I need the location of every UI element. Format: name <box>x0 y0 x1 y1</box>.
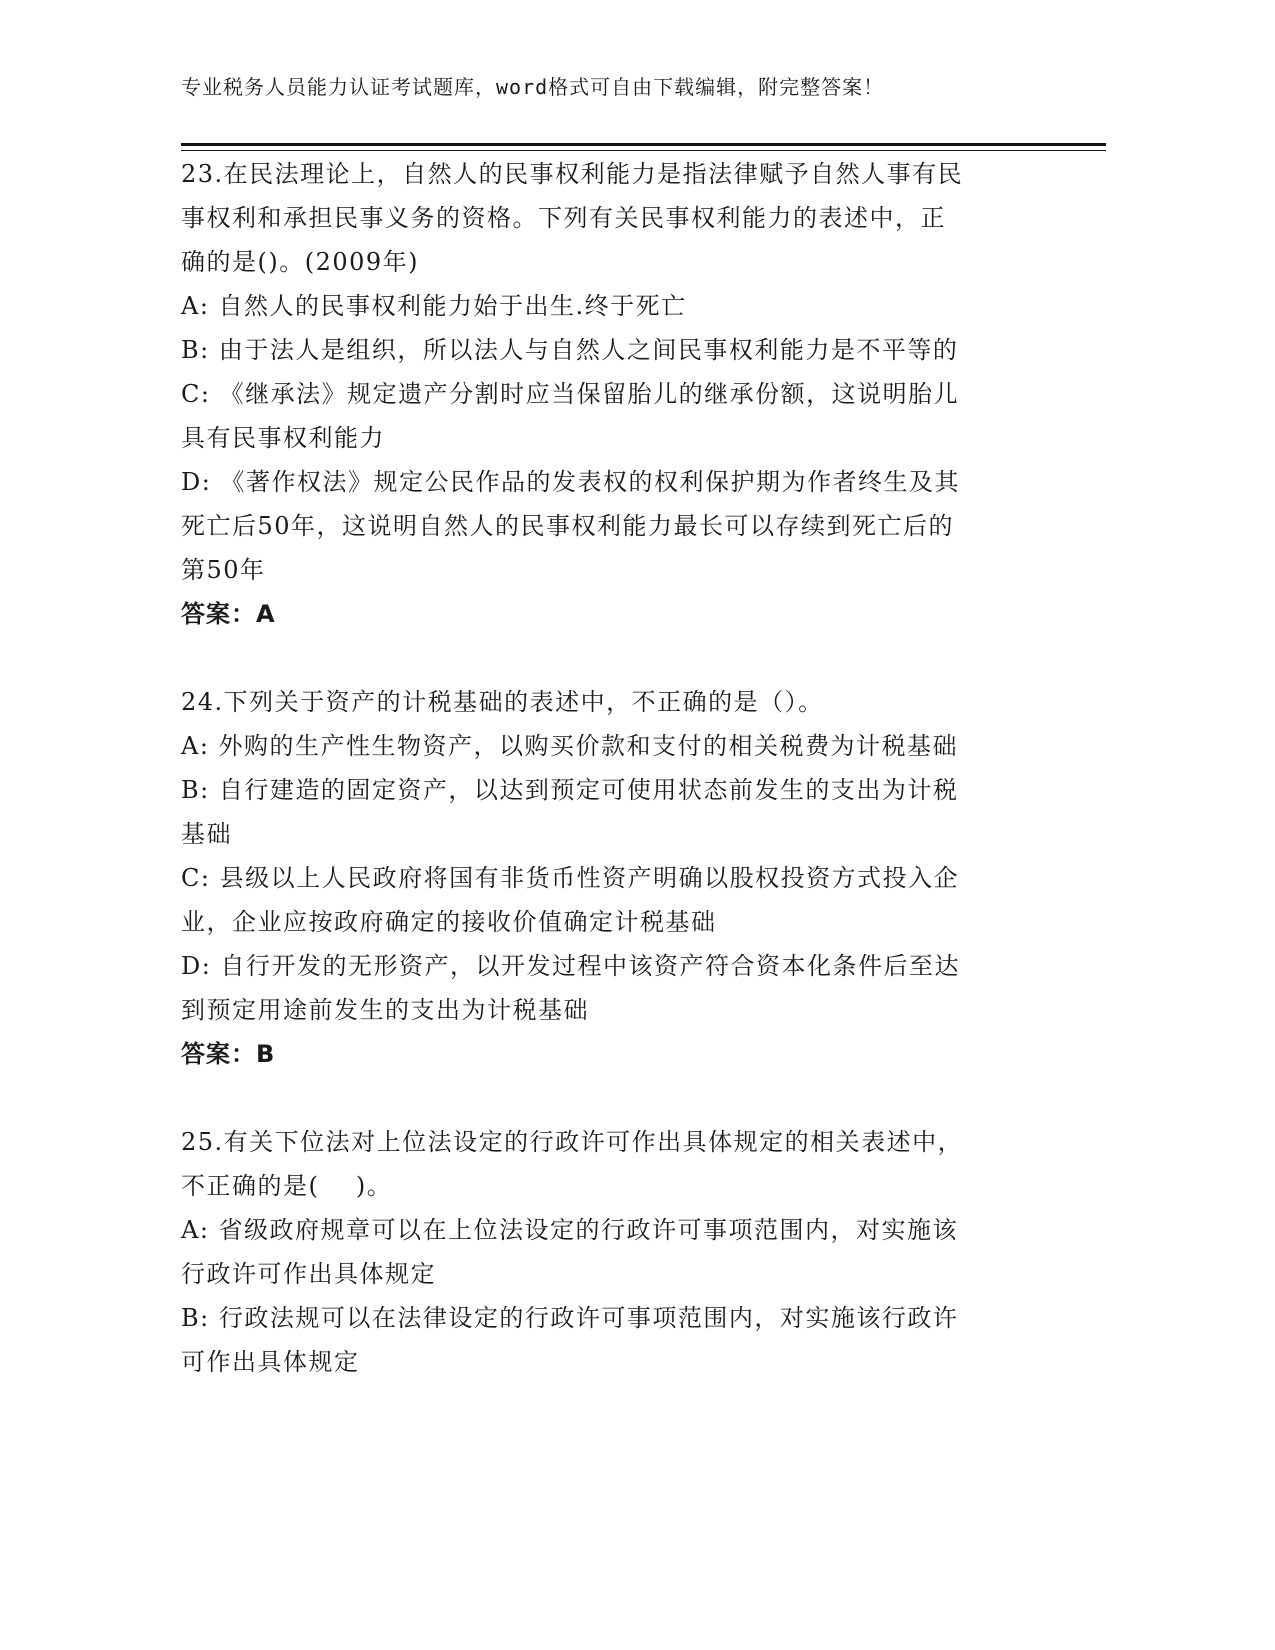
option-a: A: 自然人的民事权利能力始于出生.终于死亡 <box>181 292 687 320</box>
option-a: A: 外购的生产性生物资产，以购买价款和支付的相关税费为计税基础 <box>181 732 959 760</box>
option-d: D: 自行开发的无形资产，以开发过程中该资产符合资本化条件后至达 <box>181 952 960 980</box>
option-b: B: 由于法人是组织，所以法人与自然人之间民事权利能力是不平等的 <box>181 336 959 364</box>
question-23 <box>181 152 1031 636</box>
spacer <box>181 636 1031 680</box>
question-list <box>181 152 1031 1384</box>
question-stem-line: 事权利和承担民事义务的资格。下列有关民事权利能力的表述中，正 <box>181 204 946 232</box>
header-rule-thick <box>181 143 1106 146</box>
question-25 <box>181 1120 1031 1384</box>
option-b-continued: 可作出具体规定 <box>181 1348 360 1376</box>
question-stem-line: 23.在民法理论上，自然人的民事权利能力是指法律赋予自然人事有民 <box>181 160 964 188</box>
question-stem-line: 24.下列关于资产的计税基础的表述中，不正确的是（）。 <box>181 688 824 716</box>
question-stem-line: 确的是()。(2009年) <box>181 248 420 276</box>
option-c: C: 县级以上人民政府将国有非货币性资产明确以股权投资方式投入企 <box>181 864 960 892</box>
page-header: 专业税务人员能力认证考试题库，word格式可自由下载编辑，附完整答案！ <box>181 75 885 99</box>
answer: 答案：B <box>181 1040 276 1068</box>
option-b-continued: 基础 <box>181 820 232 848</box>
option-d-continued: 到预定用途前发生的支出为计税基础 <box>181 996 589 1024</box>
question-stem-line: 25.有关下位法对上位法设定的行政许可作出具体规定的相关表述中， <box>181 1128 964 1156</box>
option-b: B: 自行建造的固定资产，以达到预定可使用状态前发生的支出为计税 <box>181 776 959 804</box>
option-a-continued: 行政许可作出具体规定 <box>181 1260 436 1288</box>
option-c-continued: 业，企业应按政府确定的接收价值确定计税基础 <box>181 908 717 936</box>
spacer <box>181 1076 1031 1120</box>
option-c: C: 《继承法》规定遗产分割时应当保留胎儿的继承份额，这说明胎儿 <box>181 380 960 408</box>
option-d-continued: 死亡后50年，这说明自然人的民事权利能力最长可以存续到死亡后的 <box>181 512 955 540</box>
option-d: D: 《著作权法》规定公民作品的发表权的权利保护期为作者终生及其 <box>181 468 960 496</box>
question-stem-line: 不正确的是( )。 <box>181 1172 393 1200</box>
header-rule-thin <box>181 150 1106 151</box>
option-b: B: 行政法规可以在法律设定的行政许可事项范围内，对实施该行政许 <box>181 1304 959 1332</box>
option-a: A: 省级政府规章可以在上位法设定的行政许可事项范围内，对实施该 <box>181 1216 959 1244</box>
answer: 答案：A <box>181 600 276 628</box>
option-c-continued: 具有民事权利能力 <box>181 424 385 452</box>
question-24 <box>181 680 1031 1076</box>
option-d-continued: 第50年 <box>181 556 266 584</box>
